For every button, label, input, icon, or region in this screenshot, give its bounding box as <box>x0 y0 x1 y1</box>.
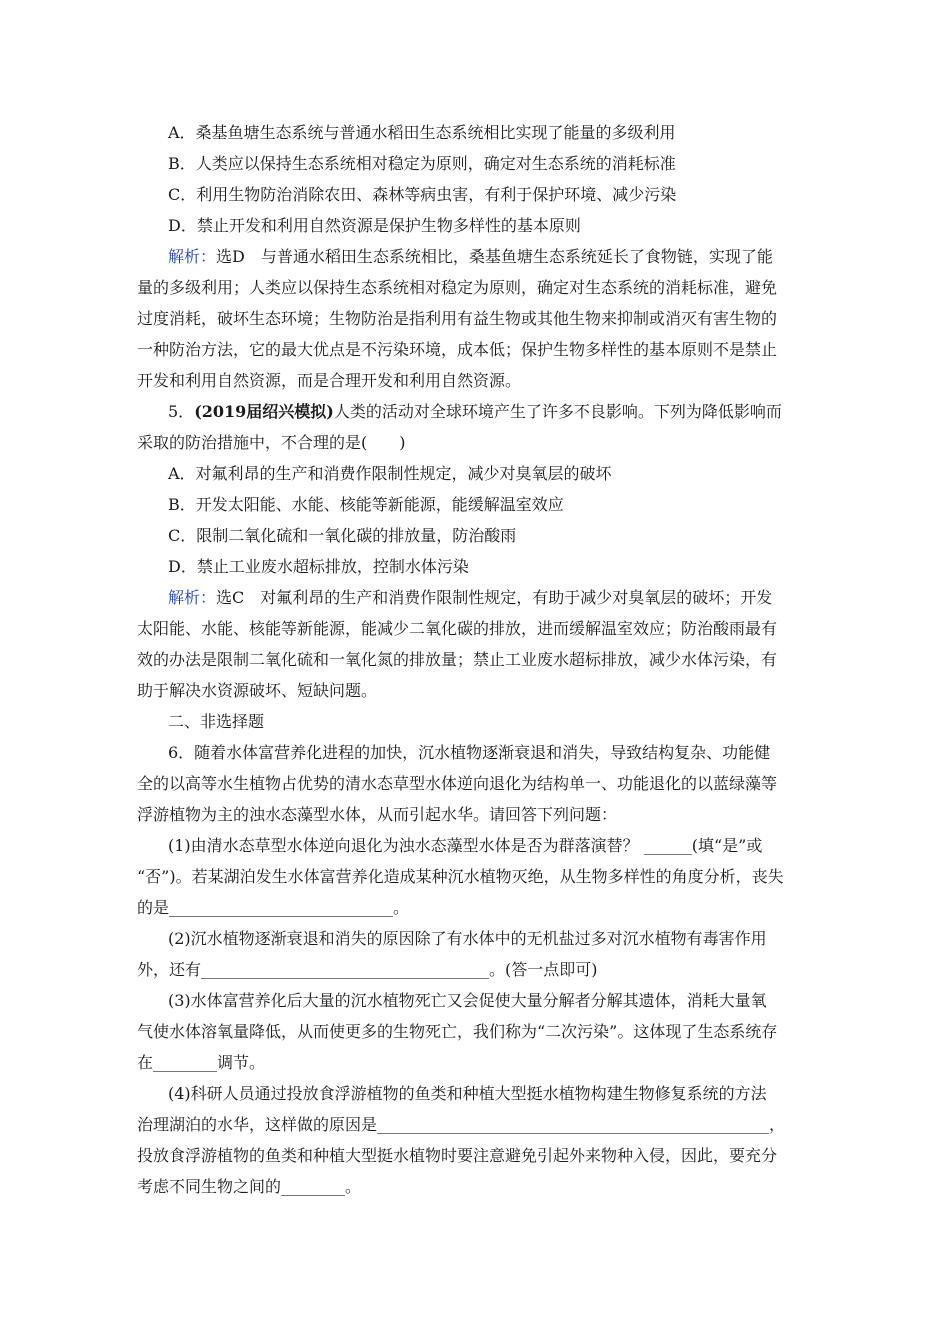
q6-part4-line-3: 投放食浮游植物的鱼类和种植大型挺水植物时要注意避免引起外来物种入侵，因此，要充分 <box>137 1146 778 1165</box>
q5-option-c: C．限制二氧化硫和一氧化碳的排放量，防治酸雨 <box>168 526 517 545</box>
q6-part3-line-2: 气使水体溶氧量降低，从而使更多的生物死亡，我们称为“二次污染”。这体现了生态系统存 <box>137 1022 778 1041</box>
q5-analysis-line-4: 助于解决水资源破坏、短缺问题。 <box>137 681 378 700</box>
q4-analysis-line-2: 量的多级利用；人类应以保持生态系统相对稳定为原则，确定对生态系统的消耗标准，避免 <box>137 278 778 297</box>
q5-analysis-label: 解析： <box>168 588 217 607</box>
q5-source: (2019届绍兴模拟) <box>194 402 334 421</box>
q4-analysis-label: 解析： <box>168 247 217 266</box>
q6-part1-line-1: (1)由清水态草型水体逆向退化为浊水态藻型水体是否为群落演替？ ______(填“是”或 <box>168 836 763 855</box>
q5-option-d: D．禁止工业废水超标排放，控制水体污染 <box>168 557 469 576</box>
q6-part1-line-3: 的是____________________________。 <box>137 898 410 917</box>
q5-analysis-line-2: 太阳能、水能、核能等新能源，能减少二氧化碳的排放，进而缓解温室效应；防治酸雨最有 <box>137 619 778 638</box>
q6-part4-line-4: 考虑不同生物之间的________。 <box>137 1177 362 1196</box>
q6-part2-line-2: 外，还有____________________________________。(答一点即可) <box>137 960 598 979</box>
q6-part4-line-2: 治理湖泊的水华，这样做的原因是_________________________________________________， <box>137 1115 786 1134</box>
q5-stem-line-1 <box>168 400 782 424</box>
section-heading: 二、非选择题 <box>168 712 265 731</box>
q5-analysis-text: 选C 对氟利昂的生产和消费作限制性规定，有助于减少对臭氧层的破坏；开发 <box>216 588 773 607</box>
q4-option-b: B．人类应以保持生态系统相对稳定为原则，确定对生态系统的消耗标准 <box>168 154 676 173</box>
q5-number: 5． <box>168 402 195 421</box>
q6-part3-line-3: 在________调节。 <box>137 1053 266 1072</box>
q6-stem-line-3: 浮游植物为主的浊水态藻型水体，从而引起水华。请回答下列问题： <box>137 805 618 824</box>
q5-stem-text: 人类的活动对全球环境产生了许多不良影响。下列为降低影响而 <box>333 402 782 421</box>
q6-stem-line-1: 6．随着水体富营养化进程的加快，沉水植物逐渐衰退和消失，导致结构复杂、功能健 <box>168 743 771 762</box>
q5-stem-line-2: 采取的防治措施中，不合理的是( ) <box>137 433 406 452</box>
q6-part2-line-1: (2)沉水植物逐渐衰退和消失的原因除了有水体中的无机盐过多对沉水植物有毒害作用 <box>168 929 767 948</box>
q5-option-a: A．对氟利昂的生产和消费作限制性规定，减少对臭氧层的破坏 <box>168 464 612 483</box>
q6-part1-line-2: “否”)。若某湖泊发生水体富营养化造成某种沉水植物灭绝，从生物多样性的角度分析，丧失 <box>137 867 784 886</box>
q4-analysis-line-5: 开发和利用自然资源，而是合理开发和利用自然资源。 <box>137 371 522 390</box>
q4-analysis-text: 选D 与普通水稻田生态系统相比，桑基鱼塘生态系统延长了食物链，实现了能 <box>216 247 773 266</box>
q6-part4-line-1: (4)科研人员通过投放食浮游植物的鱼类和种植大型挺水植物构建生物修复系统的方法 <box>168 1084 767 1103</box>
q4-option-d: D．禁止开发和利用自然资源是保护生物多样性的基本原则 <box>168 216 581 235</box>
q4-analysis-line-1 <box>168 245 773 269</box>
q4-option-a: A．桑基鱼塘生态系统与普通水稻田生态系统相比实现了能量的多级利用 <box>168 123 676 142</box>
q6-part3-line-1: (3)水体富营养化后大量的沉水植物死亡又会促使大量分解者分解其遗体，消耗大量氧 <box>168 991 767 1010</box>
q4-analysis-line-3: 过度消耗，破坏生态环境；生物防治是指利用有益生物或其他生物来抑制或消灭有害生物的 <box>137 309 778 328</box>
q5-option-b: B．开发太阳能、水能、核能等新能源，能缓解温室效应 <box>168 495 564 514</box>
q4-analysis-line-4: 一种防治方法，它的最大优点是不污染环境，成本低；保护生物多样性的基本原则不是禁止 <box>137 340 778 359</box>
q5-analysis-line-3: 效的办法是限制二氧化硫和一氧化氮的排放量；禁止工业废水超标排放，减少水体污染，有 <box>137 650 778 669</box>
q5-analysis-line-1 <box>168 586 772 610</box>
q6-stem-line-2: 全的以高等水生植物占优势的清水态草型水体逆向退化为结构单一、功能退化的以蓝绿藻等 <box>137 774 778 793</box>
q4-option-c: C．利用生物防治消除农田、森林等病虫害，有利于保护环境、减少污染 <box>168 185 677 204</box>
